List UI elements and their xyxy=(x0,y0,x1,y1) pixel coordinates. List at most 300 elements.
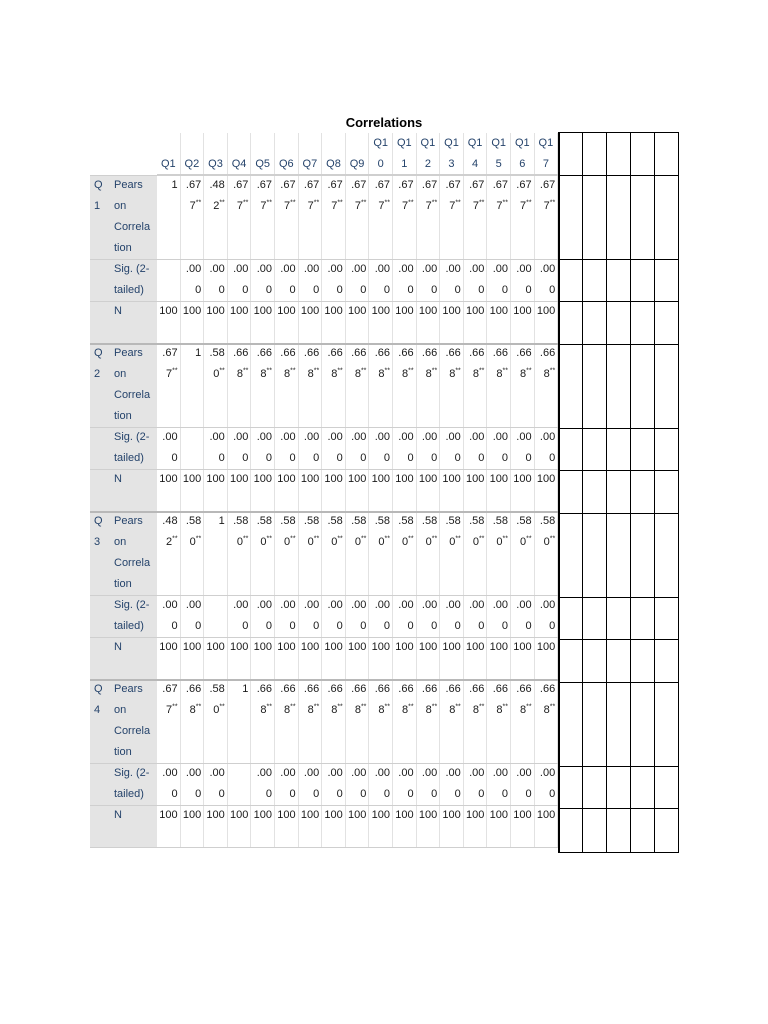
table-cell: .48 2** xyxy=(204,175,228,259)
table-cell xyxy=(204,595,228,637)
table-cell: 100 xyxy=(322,637,346,679)
table-cell: .00 0 xyxy=(535,595,559,637)
stat-label: Sig. (2- tailed) xyxy=(110,763,157,805)
row-divider xyxy=(90,175,558,176)
table-cell: 100 xyxy=(346,469,370,511)
table-cell: .00 0 xyxy=(440,763,464,805)
significance-marker: ** xyxy=(526,367,532,375)
table-cell: 100 xyxy=(511,805,535,847)
significance-marker: ** xyxy=(549,535,556,543)
table-cell: 100 xyxy=(228,301,252,343)
table-cell: .00 0 xyxy=(299,427,323,469)
table-cell: .00 0 xyxy=(511,427,535,469)
significance-marker: ** xyxy=(360,199,367,207)
table-cell: .66 8** xyxy=(511,679,535,763)
significance-marker: ** xyxy=(549,199,556,207)
table-cell: 100 xyxy=(511,469,535,511)
table-cell: .00 0 xyxy=(440,595,464,637)
table-cell: 100 xyxy=(417,637,441,679)
grid-line xyxy=(558,597,679,598)
table-cell: .00 0 xyxy=(393,595,417,637)
table-cell: .67 7** xyxy=(346,175,370,259)
table-cell: 100 xyxy=(369,469,393,511)
table-cell: .00 0 xyxy=(393,259,417,301)
table-cell: .00 0 xyxy=(299,595,323,637)
table-cell: .00 0 xyxy=(204,427,228,469)
table-cell: .00 0 xyxy=(228,427,252,469)
table-cell: .66 8** xyxy=(322,343,346,427)
significance-marker: ** xyxy=(502,367,508,375)
table-cell: 100 xyxy=(393,301,417,343)
table-cell: .00 0 xyxy=(511,763,535,805)
column-header: Q1 1 xyxy=(393,133,417,175)
table-cell: .66 8** xyxy=(464,343,488,427)
significance-marker: ** xyxy=(455,367,461,375)
table-cell: .58 0** xyxy=(369,511,393,595)
table-cell: .00 0 xyxy=(369,763,393,805)
table-cell: 100 xyxy=(417,805,441,847)
table-cell: 100 xyxy=(535,469,559,511)
table-cell: .66 8** xyxy=(393,679,417,763)
significance-marker: ** xyxy=(219,367,225,375)
table-cell: 100 xyxy=(275,301,299,343)
significance-marker: ** xyxy=(172,535,178,543)
table-cell: .00 0 xyxy=(417,763,441,805)
significance-marker: ** xyxy=(266,199,272,207)
table-cell: 100 xyxy=(228,637,252,679)
grid-line xyxy=(558,259,679,260)
grid-line xyxy=(558,639,679,640)
table-cell: .00 0 xyxy=(299,259,323,301)
table-cell: .58 0** xyxy=(204,679,228,763)
table-cell: 100 xyxy=(157,637,181,679)
table-cell: .00 0 xyxy=(487,259,511,301)
table-cell: .66 8** xyxy=(369,679,393,763)
table-cell: .66 8** xyxy=(487,343,511,427)
table-cell: 100 xyxy=(440,469,464,511)
table-cell: 100 xyxy=(181,805,205,847)
table-cell: .00 0 xyxy=(322,595,346,637)
significance-marker: ** xyxy=(195,199,202,207)
table-cell: .67 7** xyxy=(393,175,417,259)
grid-line xyxy=(558,132,560,852)
significance-marker: ** xyxy=(219,703,225,711)
row-variable-label: Q 3 xyxy=(90,511,110,679)
table-cell: 100 xyxy=(204,469,228,511)
table-cell: .67 7** xyxy=(157,679,181,763)
row-divider xyxy=(90,301,558,302)
table-cell: .58 0** xyxy=(464,511,488,595)
table-cell: 100 xyxy=(322,469,346,511)
table-cell: 1 xyxy=(181,343,205,427)
table-cell: .66 8** xyxy=(228,343,252,427)
table-cell: 100 xyxy=(535,637,559,679)
significance-marker: ** xyxy=(408,367,414,375)
significance-marker: ** xyxy=(526,703,532,711)
table-cell: .00 0 xyxy=(346,427,370,469)
significance-marker: ** xyxy=(337,367,343,375)
table-cell: .58 0** xyxy=(322,511,346,595)
significance-marker: ** xyxy=(455,535,461,543)
table-cell: .58 0** xyxy=(204,343,228,427)
table-cell: .00 0 xyxy=(511,259,535,301)
stat-label: N xyxy=(110,637,157,679)
table-cell: .66 8** xyxy=(299,679,323,763)
table-cell: 100 xyxy=(417,469,441,511)
significance-marker: ** xyxy=(172,703,178,711)
table-cell: .67 7** xyxy=(535,175,559,259)
significance-marker: ** xyxy=(549,367,556,375)
table-cell: .00 0 xyxy=(275,763,299,805)
table-cell: 100 xyxy=(251,637,275,679)
table-cell: .66 8** xyxy=(275,343,299,427)
grid-line xyxy=(558,175,679,176)
table-cell: .67 7** xyxy=(369,175,393,259)
column-header: Q1 3 xyxy=(440,133,464,175)
row-variable-label: Q 4 xyxy=(90,679,110,847)
table-cell: .00 0 xyxy=(181,595,205,637)
grid-line xyxy=(558,470,679,471)
table-cell: 100 xyxy=(417,301,441,343)
table-cell: .66 8** xyxy=(251,343,275,427)
table-cell: .66 8** xyxy=(369,343,393,427)
table-cell: 100 xyxy=(393,637,417,679)
table-cell: .67 7** xyxy=(440,175,464,259)
grid-line xyxy=(558,301,679,302)
significance-marker: ** xyxy=(219,199,225,207)
significance-marker: ** xyxy=(242,367,249,375)
table-cell: .58 0** xyxy=(299,511,323,595)
table-cell: 100 xyxy=(487,469,511,511)
stat-label: N xyxy=(110,301,157,343)
table-cell: .00 0 xyxy=(440,427,464,469)
grid-line xyxy=(678,132,679,852)
significance-marker: ** xyxy=(478,535,485,543)
table-cell: 100 xyxy=(346,637,370,679)
table-cell: .58 0** xyxy=(511,511,535,595)
significance-marker: ** xyxy=(502,703,508,711)
table-cell: .58 0** xyxy=(346,511,370,595)
table-cell: 100 xyxy=(204,301,228,343)
table-cell: .66 8** xyxy=(440,343,464,427)
grid-line xyxy=(558,852,679,853)
significance-marker: ** xyxy=(195,703,202,711)
stat-label: Pears on Correla tion xyxy=(110,175,157,259)
table-cell: 100 xyxy=(346,301,370,343)
table-cell: .00 0 xyxy=(275,595,299,637)
table-cell: .67 7** xyxy=(511,175,535,259)
table-cell: .66 8** xyxy=(181,679,205,763)
table-cell: .66 8** xyxy=(393,343,417,427)
table-cell: 100 xyxy=(487,637,511,679)
column-header: Q8 xyxy=(322,133,346,175)
table-cell: 100 xyxy=(251,301,275,343)
significance-marker: ** xyxy=(290,703,296,711)
table-cell xyxy=(228,763,252,805)
row-divider xyxy=(90,679,558,681)
grid-line xyxy=(558,513,679,514)
table-cell: 100 xyxy=(322,805,346,847)
table-cell: 100 xyxy=(228,805,252,847)
table-cell: 100 xyxy=(393,805,417,847)
significance-marker: ** xyxy=(502,199,508,207)
table-cell: .00 0 xyxy=(487,427,511,469)
column-header: Q9 xyxy=(346,133,370,175)
significance-marker: ** xyxy=(431,535,438,543)
column-header: Q6 xyxy=(275,133,299,175)
significance-marker: ** xyxy=(455,199,461,207)
table-cell: .00 0 xyxy=(511,595,535,637)
table-cell: .00 0 xyxy=(346,595,370,637)
significance-marker: ** xyxy=(195,535,202,543)
table-cell: 1 xyxy=(157,175,181,259)
grid-line xyxy=(558,682,679,683)
significance-marker: ** xyxy=(242,535,249,543)
table-cell: .00 0 xyxy=(487,595,511,637)
column-header: Q7 xyxy=(299,133,323,175)
column-header: Q1 5 xyxy=(487,133,511,175)
table-cell: .67 7** xyxy=(181,175,205,259)
significance-marker: ** xyxy=(408,703,414,711)
table-title-text: Correlations xyxy=(345,115,423,130)
table-cell: 100 xyxy=(181,469,205,511)
significance-marker: ** xyxy=(478,367,485,375)
grid-line xyxy=(558,344,679,345)
significance-marker: ** xyxy=(242,199,249,207)
table-cell: .58 0** xyxy=(393,511,417,595)
table-cell: .66 8** xyxy=(251,679,275,763)
stat-label: Pears on Correla tion xyxy=(110,343,157,427)
significance-marker: ** xyxy=(384,535,390,543)
table-cell: .66 8** xyxy=(417,679,441,763)
table-cell: .00 0 xyxy=(464,427,488,469)
stat-label: Sig. (2- tailed) xyxy=(110,259,157,301)
table-cell: .00 0 xyxy=(157,595,181,637)
grid-line xyxy=(582,132,583,852)
column-header: Q1 6 xyxy=(511,133,535,175)
table-cell: 100 xyxy=(393,469,417,511)
table-cell: 100 xyxy=(299,469,323,511)
table-cell: 100 xyxy=(181,301,205,343)
stat-label: N xyxy=(110,805,157,847)
table-cell: .67 7** xyxy=(275,175,299,259)
table-cell: .00 0 xyxy=(275,259,299,301)
row-divider xyxy=(90,469,558,470)
significance-marker: ** xyxy=(290,199,296,207)
table-cell: .00 0 xyxy=(346,259,370,301)
significance-marker: ** xyxy=(431,199,438,207)
table-cell: .00 0 xyxy=(346,763,370,805)
table-cell: .00 0 xyxy=(535,427,559,469)
table-cell: 100 xyxy=(275,469,299,511)
stat-label: N xyxy=(110,469,157,511)
table-cell: .67 7** xyxy=(157,343,181,427)
table-cell: 100 xyxy=(440,805,464,847)
table-cell: .00 0 xyxy=(181,259,205,301)
table-cell: 100 xyxy=(535,805,559,847)
column-header: Q1 4 xyxy=(464,133,488,175)
table-cell: .66 8** xyxy=(535,679,559,763)
column-header: Q5 xyxy=(251,133,275,175)
table-cell: 100 xyxy=(275,805,299,847)
stat-label: Sig. (2- tailed) xyxy=(110,427,157,469)
table-cell: .66 8** xyxy=(535,343,559,427)
table-cell xyxy=(181,427,205,469)
row-divider xyxy=(90,763,558,764)
table-cell: 100 xyxy=(299,805,323,847)
table-cell: 100 xyxy=(251,469,275,511)
table-cell: 100 xyxy=(204,805,228,847)
column-header: Q2 xyxy=(181,133,205,175)
significance-marker: ** xyxy=(313,703,320,711)
grid-line xyxy=(630,132,631,852)
table-cell: 100 xyxy=(157,805,181,847)
significance-marker: ** xyxy=(290,367,296,375)
table-cell: .58 0** xyxy=(417,511,441,595)
table-cell: 100 xyxy=(511,637,535,679)
table-cell: .00 0 xyxy=(322,763,346,805)
significance-marker: ** xyxy=(360,535,367,543)
column-header: Q3 xyxy=(204,133,228,175)
significance-marker: ** xyxy=(337,199,343,207)
significance-marker: ** xyxy=(549,703,556,711)
table-cell: .00 0 xyxy=(535,763,559,805)
table-cell: .00 0 xyxy=(228,259,252,301)
significance-marker: ** xyxy=(337,703,343,711)
table-cell: .00 0 xyxy=(228,595,252,637)
row-divider xyxy=(90,595,558,596)
significance-marker: ** xyxy=(290,535,296,543)
table-cell: .58 0** xyxy=(535,511,559,595)
table-cell: .00 0 xyxy=(417,595,441,637)
row-variable-label: Q 2 xyxy=(90,343,110,511)
table-cell: .00 0 xyxy=(251,595,275,637)
stat-label: Sig. (2- tailed) xyxy=(110,595,157,637)
table-cell: .00 0 xyxy=(393,763,417,805)
table-cell: .66 8** xyxy=(275,679,299,763)
table-cell: .48 2** xyxy=(157,511,181,595)
significance-marker: ** xyxy=(478,199,485,207)
table-cell: 100 xyxy=(487,301,511,343)
table-cell: 100 xyxy=(157,301,181,343)
table-cell: .00 0 xyxy=(204,259,228,301)
column-header: Q1 2 xyxy=(417,133,441,175)
table-cell: .00 0 xyxy=(204,763,228,805)
table-cell: 100 xyxy=(275,637,299,679)
table-title xyxy=(0,115,768,130)
table-cell: .00 0 xyxy=(251,763,275,805)
table-cell: .58 0** xyxy=(275,511,299,595)
table-cell: .58 0** xyxy=(251,511,275,595)
table-cell: .00 0 xyxy=(464,595,488,637)
table-cell: .00 0 xyxy=(299,763,323,805)
row-divider xyxy=(90,343,558,345)
significance-marker: ** xyxy=(455,703,461,711)
significance-marker: ** xyxy=(360,367,367,375)
row-divider xyxy=(90,427,558,428)
table-cell: .67 7** xyxy=(299,175,323,259)
table-cell: 100 xyxy=(369,637,393,679)
table-cell: .67 7** xyxy=(322,175,346,259)
table-cell: 100 xyxy=(464,805,488,847)
table-cell: 100 xyxy=(369,301,393,343)
table-cell: 100 xyxy=(299,637,323,679)
table-cell: .00 0 xyxy=(393,427,417,469)
table-cell: .67 7** xyxy=(417,175,441,259)
table-cell: 100 xyxy=(251,805,275,847)
table-cell: .58 0** xyxy=(487,511,511,595)
significance-marker: ** xyxy=(526,199,532,207)
table-cell: .00 0 xyxy=(322,427,346,469)
significance-marker: ** xyxy=(384,703,390,711)
table-cell: .66 8** xyxy=(511,343,535,427)
significance-marker: ** xyxy=(384,199,390,207)
table-cell: .00 0 xyxy=(369,427,393,469)
table-cell: .58 0** xyxy=(228,511,252,595)
significance-marker: ** xyxy=(337,535,343,543)
table-cell: .66 8** xyxy=(346,343,370,427)
table-cell: .67 7** xyxy=(487,175,511,259)
table-cell: .66 8** xyxy=(417,343,441,427)
significance-marker: ** xyxy=(266,535,272,543)
significance-marker: ** xyxy=(384,367,390,375)
significance-marker: ** xyxy=(313,199,320,207)
table-cell: 100 xyxy=(464,469,488,511)
table-cell: 100 xyxy=(440,301,464,343)
table-cell: .66 8** xyxy=(346,679,370,763)
table-cell: 100 xyxy=(369,805,393,847)
table-cell: 1 xyxy=(204,511,228,595)
table-cell: .00 0 xyxy=(535,259,559,301)
table-cell: .00 0 xyxy=(369,259,393,301)
stat-label: Pears on Correla tion xyxy=(110,511,157,595)
grid-line xyxy=(558,808,679,809)
table-cell: .00 0 xyxy=(275,427,299,469)
column-header: Q1 0 xyxy=(369,133,393,175)
grid-line xyxy=(558,766,679,767)
significance-marker: ** xyxy=(172,367,178,375)
significance-marker: ** xyxy=(408,535,414,543)
table-cell: .00 0 xyxy=(181,763,205,805)
row-divider xyxy=(90,637,558,638)
grid-line xyxy=(558,428,679,429)
column-header: Q1 xyxy=(157,133,181,175)
significance-marker: ** xyxy=(408,199,414,207)
column-header: Q4 xyxy=(228,133,252,175)
table-cell: .66 8** xyxy=(464,679,488,763)
table-cell: .58 0** xyxy=(181,511,205,595)
table-cell: 100 xyxy=(181,637,205,679)
table-cell: .00 0 xyxy=(464,259,488,301)
row-divider xyxy=(90,259,558,260)
table-cell xyxy=(157,259,181,301)
table-cell: 100 xyxy=(487,805,511,847)
table-cell: .66 8** xyxy=(299,343,323,427)
row-divider xyxy=(90,805,558,806)
grid-line xyxy=(654,132,655,852)
table-cell: 100 xyxy=(535,301,559,343)
table-cell: .67 7** xyxy=(228,175,252,259)
table-cell: .67 7** xyxy=(251,175,275,259)
table-cell: 100 xyxy=(228,469,252,511)
table-cell: 100 xyxy=(511,301,535,343)
row-variable-label: Q 1 xyxy=(90,175,110,343)
table-cell: .00 0 xyxy=(464,763,488,805)
table-cell: .00 0 xyxy=(417,259,441,301)
significance-marker: ** xyxy=(313,367,320,375)
table-cell: .58 0** xyxy=(440,511,464,595)
table-cell: .66 8** xyxy=(440,679,464,763)
